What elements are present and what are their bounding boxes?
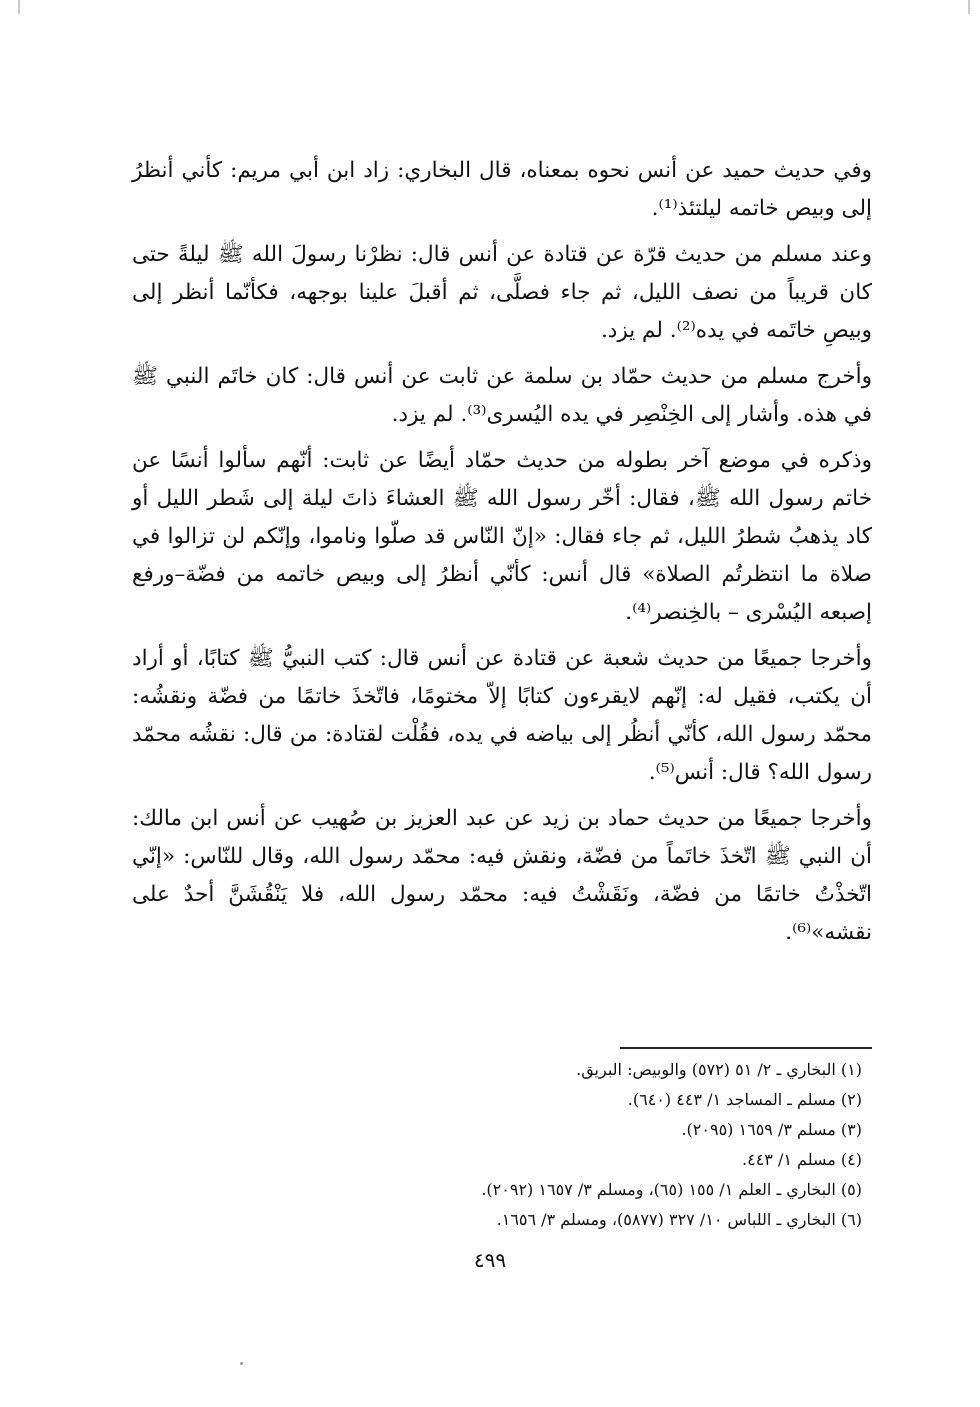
paragraph-4: وذكره في موضع آخر بطوله من حديث حمّاد أيضًا عن ثابت: أنّهم سألوا أنسًا عن خاتم رسول الله ﷺ، فقال: أخّر رسول الله ﷺ العشاءَ ذاتَ ليلة إلى شَطر الليل أو كاد يذهبُ شطرُ الليل، ثم جاء فقال: «إنّ النّاس قد صلّوا وناموا، وإنّكم لن تزالوا في صلاة ما انتظرتُم الصلاة» قال أنس: كأنّي أنظرُ إلى وبيص خاتمه من فضّة–ورفع إصبعه اليُسْرى – بالخِنصر⁽⁴⁾. — [132, 448, 872, 625]
footnotes — [360, 1055, 872, 1235]
footnote-3: (٣) مسلم ٣/ ١٦٥٩ (٢٠٩٥). — [681, 1120, 862, 1139]
scan-speck — [240, 1362, 243, 1365]
footnote-1: (١) البخاري ـ ٢/ ٥١ (٥٧٢) والوبيص: البريق. — [576, 1060, 862, 1079]
footnote-6: (٦) البخاري ـ اللباس ١٠/ ٣٢٧ (٥٨٧٧)، ومسلم ٣/ ١٦٥٦. — [496, 1210, 862, 1229]
page-number: ٤٩٩ — [473, 1248, 507, 1272]
paragraph-3: وأخرج مسلم من حديث حمّاد بن سلمة عن ثابت عن أنس قال: كان خاتَم النبي ﷺ في هذه. وأشار إلى الخِنْصِر في يده اليُسرى⁽³⁾. لم يزد. — [132, 364, 872, 427]
paragraph-5: وأخرجا جميعًا من حديث شعبة عن قتادة عن أنس قال: كتب النبيُّ ﷺ كتابًا، أو أراد أن يكتب، فقيل له: إنّهم لايقرءون كتابًا إلاّ مختومًا، فاتّخذَ خاتمًا من فضّة ونقشُه: محمّد رسول الله، كأنّي أنظُر إلى بياضه في يده، فقُلْت لقتادة: من قال: نقشُه محمّد رسول الله؟ قال: أنس⁽⁵⁾. — [132, 646, 872, 785]
scan-mark-top-right — [968, 0, 970, 14]
main-text — [132, 152, 872, 960]
paragraph-2: وعند مسلم من حديث قرّة عن قتادة عن أنس قال: نظرْنا رسولَ الله ﷺ ليلةً حتى كان قريباً من نصف الليل، ثم جاء فصلَّى، ثم أقبلَ علينا بوجهه، فكأنّما أنظر إلى وبيصِ خاتَمه في يده⁽²⁾. لم يزد. — [132, 242, 872, 343]
footnote-separator — [620, 1047, 872, 1049]
scan-mark-top-left — [18, 0, 20, 14]
footnote-5: (٥) البخاري ـ العلم ١/ ١٥٥ (٦٥)، ومسلم ٣/ ١٦٥٧ (٢٠٩٢). — [481, 1180, 862, 1199]
footnote-2: (٢) مسلم ـ المساجد ١/ ٤٤٣ (٦٤٠). — [627, 1090, 862, 1109]
paragraph-1: وفي حديث حميد عن أنس نحوه بمعناه، قال البخاري: زاد ابن أبي مريم: كأني أنظرُ إلى وبيص خاتمه ليلتئذ⁽¹⁾. — [132, 158, 872, 221]
footnote-4: (٤) مسلم ١/ ٤٤٣. — [742, 1150, 862, 1169]
paragraph-6: وأخرجا جميعًا من حديث حماد بن زيد عن عبد العزيز بن صُهيب عن أنس ابن مالك: أن النبي ﷺ اتّخذَ خاتَماً من فضّة، ونقش فيه: محمّد رسول الله، وقال للنّاس: «إنّي اتّخذْتُ خاتمًا من فضّة، ونَقَشْتُ فيه: محمّد رسول الله، فلا يَنْقُشَنَّ أحدٌ على نقشه»⁽⁶⁾. — [132, 806, 872, 945]
